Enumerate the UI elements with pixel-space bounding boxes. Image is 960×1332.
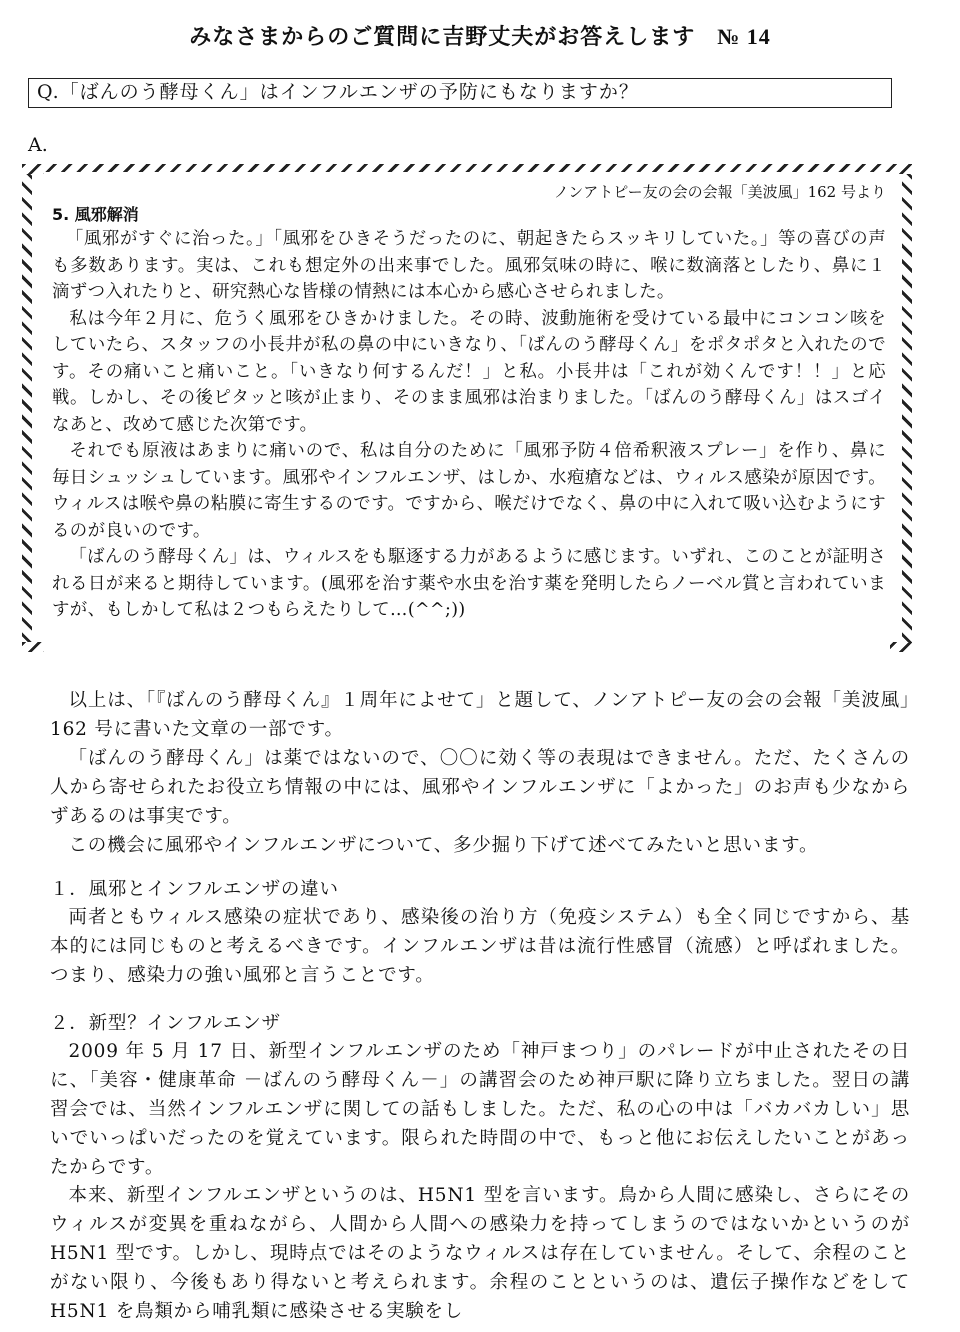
section-heading: ２．新型？インフルエンザ: [50, 1013, 281, 1034]
quote-source: ノンアトピー友の会の会報「美波風」162 号より: [553, 183, 886, 201]
issue-number: № 14: [717, 24, 771, 49]
quote-paragraph: 私は今年２月に、危うく風邪をひきかけました。その時、波動施術を受けている最中にコンコン咳をしていたら、スタッフの小長井が私の鼻の中にいきなり、「ばんのう酵母くん」をポタポタと入れたのです。その痛いこと痛いこと。「いきなり何するんだ！」と私。小長井は「これが効くんです！！」と応戦。しかし、その後ピタッと咳が止まり、そのまま風邪は治まりました。「ばんのう酵母くん」はスゴイなあと、改めて感じた次第です。: [52, 308, 886, 435]
quote-paragraph: それでも原液はあまりに痛いので、私は自分のために「風邪予防４倍希釈液スプレー」を作り、鼻に毎日シュッシュしています。風邪やインフルエンザ、はしか、水疱瘡などは、ウィルス感染が原因です。ウィルスは喉や鼻の粘膜に寄生するのです。ですから、喉だけでなく、鼻の中に入れて吸い込むようにするのが良いのです。: [52, 441, 886, 541]
quote-paragraph: 「ばんのう酵母くん」は、ウィルスをも駆逐する力があるように感じます。いずれ、このことが証明される日が来ると期待しています。(風邪を治す薬や水虫を治す薬を発明したらノーベル賞と言われていますが、もしかして私は２つもらえたりして…(^^;)): [52, 547, 886, 620]
question-box: Q.「ばんのう酵母くん」はインフルエンザの予防にもなりますか？: [28, 78, 892, 108]
quote-box: [22, 164, 912, 652]
answer-label: A.: [28, 134, 48, 156]
body-paragraph: 2009 年 5 月 17 日、新型インフルエンザのため「神戸まつり」のパレードが中止されたその日に、「美容・健康革命 －ばんのう酵母くん－」の講習会のため神戸駅に降り立ちました。翌日の講習会では、当然インフルエンザに関しての話もしました。ただ、私の心の中は「バカバカしい」思いでいっぱいだったのを覚えています。限られた時間の中で、もっと他にお伝えしたいことがあったからです。: [50, 1041, 910, 1178]
quote-paragraph: 「風邪がすぐに治った。」「風邪をひきそうだったのに、朝起きたらスッキリしていた。」等の喜びの声も多数あります。実は、これも想定外の出来事でした。風邪気味の時に、喉に数滴落としたり、鼻に１滴ずつ入れたりと、研究熱心な皆様の情熱には本心から感心させられました。: [52, 229, 886, 302]
body-paragraph: 両者ともウィルス感染の症状であり、感染後の治り方（免疫システム）も全く同じですから、基本的には同じものと考えるべきです。インフルエンザは昔は流行性感冒（流感）と呼ばれました。つまり、感染力の強い風邪と言うことです。: [50, 907, 910, 986]
section-heading: １．風邪とインフルエンザの違い: [50, 879, 339, 900]
page-title: [0, 20, 960, 51]
body-paragraph: 「ばんのう酵母くん」は薬ではないので、〇〇に効く等の表現はできません。ただ、たくさんの人から寄せられたお役立ち情報の中には、風邪やインフルエンザに「よかった」のお声も少なからずあるのは事実です。: [50, 748, 910, 827]
body-paragraph: 以上は、「『ばんのう酵母くん』１周年によせて」と題して、ノンアトピー友の会の会報「美波風」162 号に書いた文章の一部です。: [50, 690, 910, 740]
title-text: みなさまからのご質問に吉野丈夫がお答えします: [189, 24, 696, 50]
body-paragraph: この機会に風邪やインフルエンザについて、多少掘り下げて述べてみたいと思います。: [68, 835, 819, 856]
quote-content: [44, 172, 890, 652]
quote-section-title: 5. 風邪解消: [52, 205, 139, 224]
body-paragraph: 本来、新型インフルエンザというのは、H5N1 型を言います。鳥から人間に感染し、さらにそのウィルスが変異を重ねながら、人間から人間への感染力を持ってしまうのではないかというのが H5N1 型です。しかし、現時点ではそのようなウィルスは存在していません。そして、余程のことがない限り、今後もあり得ないと考えられます。余程のことというのは、遺伝子操作などをして H5N1 を鳥類から哺乳類に感染させる実験をし: [50, 1185, 910, 1322]
